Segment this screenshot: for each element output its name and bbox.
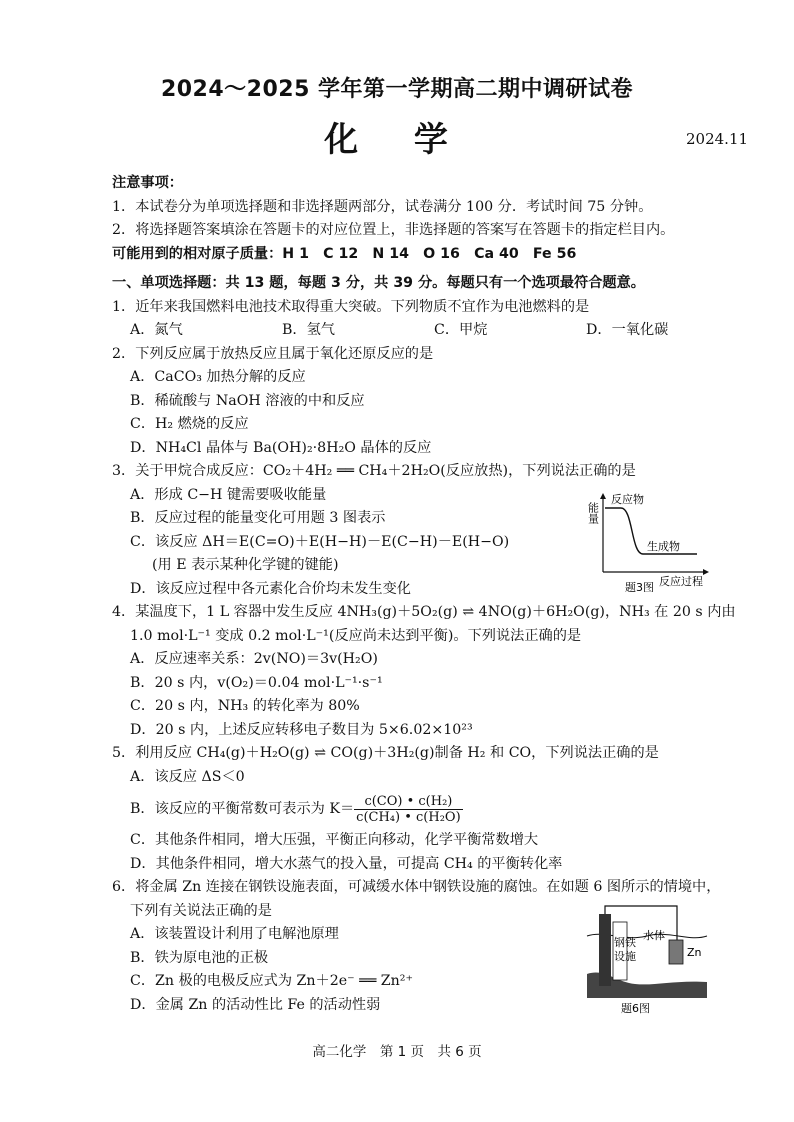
q6-option-b: B．铁为原电池的正极 bbox=[130, 949, 269, 966]
q2-option-b: B．稀硫酸与 NaOH 溶液的中和反应 bbox=[130, 392, 365, 409]
y-axis-arrow bbox=[600, 493, 606, 499]
q4-stem-2: 1.0 mol·L⁻¹ 变成 0.2 mol·L⁻¹(反应尚未达到平衡)。下列说法正确的是 bbox=[130, 627, 582, 644]
notes-heading: 注意事项： bbox=[112, 175, 183, 191]
fig3-product-label: 生成物 bbox=[647, 540, 680, 553]
fraction-numerator: c(CO) • c(H₂) bbox=[354, 794, 462, 810]
q6-option-c: C．Zn 极的电极反应式为 Zn＋2e⁻ ══ Zn²⁺ bbox=[130, 973, 413, 989]
page-footer: 高二化学 第 1 页 共 6 页 bbox=[312, 1044, 482, 1060]
q3-option-a: A．形成 C−H 键需要吸收能量 bbox=[130, 486, 327, 503]
q2-option-d: D．NH₄Cl 晶体与 Ba(OH)₂·8H₂O 晶体的反应 bbox=[130, 439, 432, 456]
section-heading: 一、单项选择题：共 13 题，每题 3 分，共 39 分。每题只有一个选项最符合题意。 bbox=[112, 275, 645, 291]
q4-option-d: D．20 s 内，上述反应转移电子数目为 5×6.02×10²³ bbox=[130, 721, 473, 738]
exam-date: 2024.11 bbox=[686, 130, 749, 148]
x-axis-arrow bbox=[703, 569, 709, 575]
q3-energy-diagram bbox=[585, 492, 710, 592]
fig6-caption: 题6图 bbox=[621, 1002, 650, 1015]
q5-option-c: C．其他条件相同，增大压强，平衡正向移动，化学平衡常数增大 bbox=[130, 832, 539, 848]
zn-block bbox=[669, 940, 683, 964]
fig6-water-label: 水体 bbox=[643, 929, 665, 942]
q1-stem: 1．近年来我国燃料电池技术取得重大突破。下列物质不宜作为电池燃料的是 bbox=[112, 298, 590, 315]
q5-option-b bbox=[112, 789, 752, 829]
q6-stem-2: 下列有关说法正确的是 bbox=[130, 902, 272, 919]
q4-option-b: B．20 s 内，v(O₂)＝0.04 mol·L⁻¹·s⁻¹ bbox=[130, 674, 383, 691]
q6-device-diagram bbox=[585, 902, 710, 1017]
atomic-masses: 可能用到的相对原子质量：H 1 C 12 N 14 O 16 Ca 40 Fe 56 bbox=[112, 245, 577, 262]
equilibrium-constant-fraction bbox=[354, 794, 462, 825]
fig3-reactant-label: 反应物 bbox=[611, 493, 644, 506]
note-item-2: 2．将选择题答案填涂在答题卡的对应位置上，非选择题的答案写在答题卡的指定栏目内。 bbox=[112, 222, 675, 238]
q1-option-b: B．氢气 bbox=[282, 322, 335, 338]
fraction-denominator: c(CH₄) • c(H₂O) bbox=[356, 809, 461, 825]
steel-structure bbox=[599, 914, 611, 986]
fig3-energy-label: 能量 bbox=[586, 502, 600, 524]
q3-option-d: D．该反应过程中各元素化合价均未发生变化 bbox=[130, 580, 411, 597]
q5-stem: 5．利用反应 CH₄(g)＋H₂O(g) ⇌ CO(g)＋3H₂(g)制备 H₂ 和 CO，下列说法正确的是 bbox=[112, 745, 659, 761]
fig3-caption: 题3图 bbox=[625, 581, 654, 592]
q1-option-c: C．甲烷 bbox=[434, 322, 488, 338]
q2-stem: 2．下列反应属于放热反应且属于氧化还原反应的是 bbox=[112, 345, 434, 362]
q1-option-d: D．一氧化碳 bbox=[586, 322, 669, 338]
q4-option-c: C．20 s 内，NH₃ 的转化率为 80% bbox=[130, 698, 360, 714]
exam-title: 2024～2025 学年第一学期高二期中调研试卷 bbox=[160, 77, 634, 102]
q5-option-a: A．该反应 ΔS＜0 bbox=[130, 768, 245, 785]
q1-options bbox=[112, 319, 752, 343]
q2-option-a: A．CaCO₃ 加热分解的反应 bbox=[130, 369, 306, 385]
fig6-zn-label: Zn bbox=[687, 946, 702, 959]
q6-option-a: A．该装置设计利用了电解池原理 bbox=[130, 926, 339, 942]
q3-option-c: C．该反应 ΔH＝E(C=O)＋E(H−H)－E(C−H)－E(H−O) bbox=[130, 533, 510, 550]
subject-title: 化 学 bbox=[324, 120, 470, 160]
q2-option-c: C．H₂ 燃烧的反应 bbox=[130, 416, 249, 432]
q4-option-a: A．反应速率关系：2v(NO)＝3v(H₂O) bbox=[130, 651, 378, 667]
q5-option-d: D．其他条件相同，增大水蒸气的投入量，可提高 CH₄ 的平衡转化率 bbox=[130, 855, 563, 872]
fig6-steel-label-2: 设施 bbox=[614, 950, 636, 963]
q3-option-c-note: (用 E 表示某种化学键的键能) bbox=[152, 557, 339, 573]
exam-body bbox=[112, 172, 752, 1017]
fig6-steel-label-1: 钢铁 bbox=[614, 936, 636, 949]
q1-option-a: A．氮气 bbox=[130, 322, 183, 338]
fig3-progress-label: 反应过程 bbox=[659, 575, 703, 588]
note-item-1: 1．本试卷分为单项选择题和非选择题两部分，试卷满分 100 分．考试时间 75 分钟。 bbox=[112, 198, 653, 215]
q5-option-b-prefix: B．该反应的平衡常数可表示为 K＝ bbox=[130, 801, 355, 817]
q6-option-d: D．金属 Zn 的活动性比 Fe 的活动性弱 bbox=[130, 996, 381, 1013]
q6-stem-1: 6．将金属 Zn 连接在钢铁设施表面，可减缓水体中钢铁设施的腐蚀。在如题 6 图所示的情境中， bbox=[112, 879, 721, 895]
q3-stem: 3．关于甲烷合成反应：CO₂＋4H₂ ══ CH₄＋2H₂O(反应放热)，下列说法正确的是 bbox=[112, 463, 636, 479]
q4-stem-1: 4．某温度下，1 L 容器中发生反应 4NH₃(g)＋5O₂(g) ⇌ 4NO(g)＋6H₂O(g)，NH₃ 在 20 s 内由 bbox=[112, 604, 736, 620]
q3-option-b: B．反应过程的能量变化可用题 3 图表示 bbox=[130, 510, 386, 526]
